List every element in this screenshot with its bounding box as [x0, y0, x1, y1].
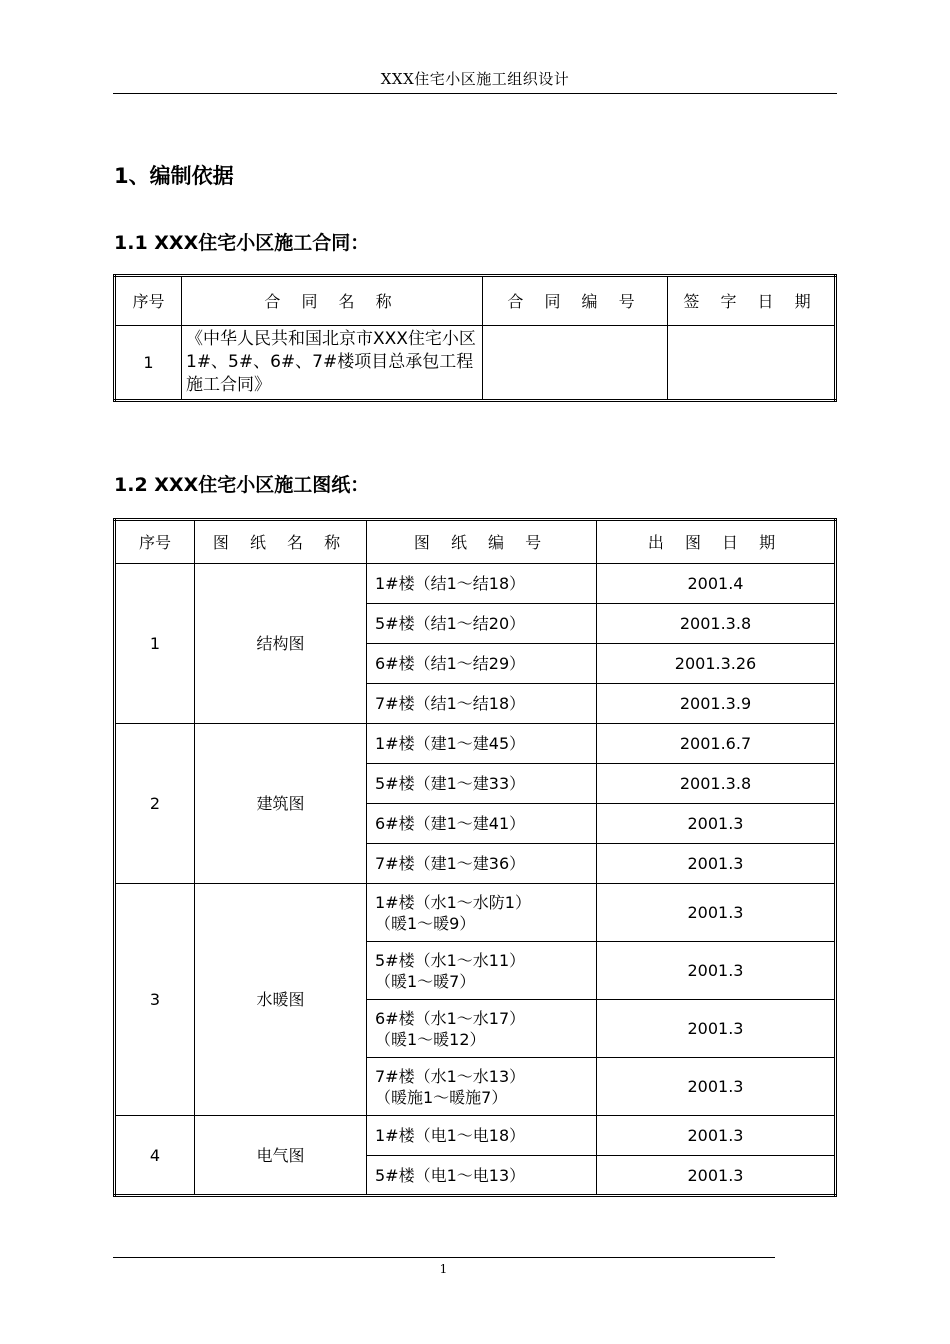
cell-issue-date: 2001.4 — [597, 564, 836, 604]
column-header: 序号 — [115, 520, 195, 564]
cell-issue-date: 2001.3.9 — [597, 684, 836, 724]
cell-drawing-name: 建筑图 — [195, 724, 367, 884]
drawing-code-line: （暖施1～暖施7） — [375, 1087, 508, 1107]
document-header-title: XXX住宅小区施工组织设计 — [380, 70, 570, 88]
contract-table — [113, 274, 837, 402]
cell-drawing-code — [367, 1058, 597, 1116]
section-heading-1-1: 1.1 XXX住宅小区施工合同： — [114, 232, 370, 254]
cell-issue-date: 2001.3.8 — [597, 604, 836, 644]
table-row — [115, 884, 836, 942]
cell-drawing-code: 7#楼（建1～建36） — [367, 844, 597, 884]
column-header: 序号 — [115, 276, 182, 326]
cell-contract-code — [483, 326, 668, 401]
table-row — [115, 326, 836, 401]
cell-drawing-code — [367, 1000, 597, 1058]
cell-drawing-name: 水暖图 — [195, 884, 367, 1116]
drawing-code-line: （暖1～暖7） — [375, 971, 476, 991]
cell-drawing-code: 1#楼（结1～结18） — [367, 564, 597, 604]
header-rule — [113, 93, 837, 94]
section-heading-1-2: 1.2 XXX住宅小区施工图纸： — [114, 474, 370, 496]
cell-issue-date: 2001.3 — [597, 1058, 836, 1116]
cell-issue-date: 2001.3 — [597, 1156, 836, 1196]
cell-no: 1 — [115, 326, 182, 401]
drawings-table — [113, 518, 837, 1197]
cell-issue-date: 2001.3 — [597, 804, 836, 844]
cell-drawing-code: 6#楼（建1～建41） — [367, 804, 597, 844]
cell-drawing-code: 5#楼（建1～建33） — [367, 764, 597, 804]
table-row — [115, 564, 836, 604]
cell-issue-date: 2001.3 — [597, 942, 836, 1000]
column-header: 图 纸 编 号 — [367, 520, 597, 564]
cell-sign-date — [668, 326, 836, 401]
cell-drawing-code: 1#楼（建1～建45） — [367, 724, 597, 764]
cell-drawing-name: 结构图 — [195, 564, 367, 724]
cell-issue-date: 2001.3.8 — [597, 764, 836, 804]
drawing-code-line: （暖1～暖12） — [375, 1029, 486, 1049]
cell-drawing-code: 1#楼（电1～电18） — [367, 1116, 597, 1156]
drawing-code-line: （暖1～暖9） — [375, 913, 476, 933]
cell-no: 1 — [115, 564, 195, 724]
cell-no: 4 — [115, 1116, 195, 1196]
section-heading-1: 1、编制依据 — [114, 164, 234, 188]
footer-rule — [113, 1257, 775, 1258]
column-header: 合 同 名 称 — [182, 276, 483, 326]
cell-no: 3 — [115, 884, 195, 1116]
cell-no: 2 — [115, 724, 195, 884]
drawing-code-line: 1#楼（水1～水防1） — [375, 892, 531, 912]
cell-drawing-code: 5#楼（电1～电13） — [367, 1156, 597, 1196]
cell-issue-date: 2001.3 — [597, 1116, 836, 1156]
table-row — [115, 1116, 836, 1156]
page-number: 1 — [439, 1262, 448, 1276]
column-header: 图 纸 名 称 — [195, 520, 367, 564]
cell-drawing-code — [367, 884, 597, 942]
column-header: 合 同 编 号 — [483, 276, 668, 326]
cell-issue-date: 2001.3 — [597, 1000, 836, 1058]
column-header: 出 图 日 期 — [597, 520, 836, 564]
cell-drawing-name: 电气图 — [195, 1116, 367, 1196]
cell-issue-date: 2001.3.26 — [597, 644, 836, 684]
cell-drawing-code — [367, 942, 597, 1000]
column-header: 签 字 日 期 — [668, 276, 836, 326]
table-header-row — [115, 276, 836, 326]
cell-drawing-code: 7#楼（结1～结18） — [367, 684, 597, 724]
cell-contract-name: 《中华人民共和国北京市XXX住宅小区1#、5#、6#、7#楼项目总承包工程施工合同》 — [182, 326, 483, 401]
cell-drawing-code: 5#楼（结1～结20） — [367, 604, 597, 644]
cell-issue-date: 2001.3 — [597, 884, 836, 942]
cell-drawing-code: 6#楼（结1～结29） — [367, 644, 597, 684]
drawing-code-line: 6#楼（水1～水17） — [375, 1008, 526, 1028]
cell-issue-date: 2001.3 — [597, 844, 836, 884]
drawing-code-line: 7#楼（水1～水13） — [375, 1066, 526, 1086]
drawing-code-line: 5#楼（水1～水11） — [375, 950, 526, 970]
cell-issue-date: 2001.6.7 — [597, 724, 836, 764]
table-row — [115, 724, 836, 764]
table-header-row — [115, 520, 836, 564]
